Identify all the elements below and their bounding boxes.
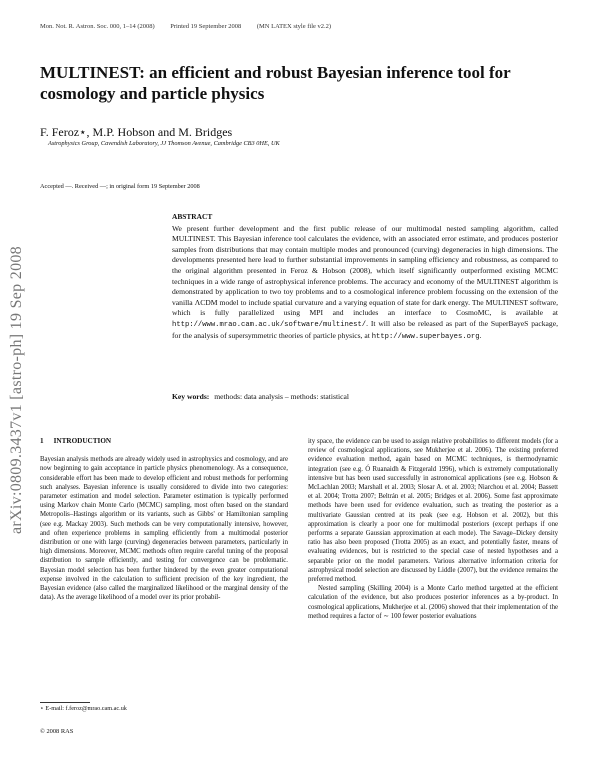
journal-citation: Mon. Not. R. Astron. Soc. 000, 1–14 (2008): [40, 23, 155, 30]
intro-paragraph-3: Nested sampling (Skilling 2004) is a Monte Carlo method targetted at the efficient calculation of the evidence, but also produces posterior inferences as a by-product. In cosmological applications, Mukherjee et al. (2006) showed that their implementation of the method requires a factor of ∼ 100 fewer posterior evaluations: [308, 585, 558, 620]
multinest-url[interactable]: http://www.mrao.cam.ac.uk/software/multinest/: [172, 320, 367, 329]
section-title: INTRODUCTION: [53, 437, 112, 445]
keywords-label: Key words:: [172, 392, 210, 401]
abstract: [172, 212, 558, 342]
keywords: [172, 392, 558, 401]
author-list: F. Feroz⋆, M.P. Hobson and M. Bridges: [40, 125, 233, 139]
running-header: [40, 23, 345, 30]
footnote-rule: [40, 702, 90, 703]
submission-dates: Accepted —. Received —; in original form 19 September 2008: [40, 183, 200, 190]
right-column: [308, 437, 558, 621]
abstract-text-2: . It will also be released as part of the SuperBayeS package, for the analysis of supersymmetric theories of particle physics, at: [172, 318, 558, 340]
abstract-end: .: [479, 330, 482, 340]
intro-paragraph-2: ity space, the evidence can be used to assign relative probabilities to different models (for a review of cosmological applications, see Mukherjee et al. 2006). The existing preferred evidence evaluation method, again based on MCMC techniques, is thermodynamic integration (see e.g. Ó Ruanaidh & Fitzgerald 1996), which is extremely computationally intensive but has been used successfully in astronomical applications (see e.g. Hobson & McLachlan 2003; Marshall et al. 2003; Slosar A. et al. 2003; Niarchou et al. 2004; Bassett et al. 2004; Trotta 2007; Beltrán et al. 2005; Bridges et al. 2006). Some fast approximate methods have been used for evidence evaluation, such as treating the posterior as a multivariate Gaussian centred at its peak (see e.g. Hobson et al. 2002), but this approximation is clearly a poor one for multimodal posteriors (except perhaps if one performs a separate Gaussian approximation at each mode). The Savage–Dickey density ratio has also been proposed (Trotta 2005) as an exact, and potentially faster, means of evaluating evidences, but is restricted to the special case of nested hypotheses and a separable prior on the model parameters. Various alternative information criteria for astrophysical model selection are discussed by Liddle (2007), but the evidence remains the preferred method.: [308, 438, 558, 584]
superbayes-url[interactable]: http://www.superbayes.org: [371, 332, 480, 341]
arxiv-id: arXiv:0809.3437v1 [astro-ph] 19 Sep 2008: [8, 246, 25, 534]
section-heading: [40, 437, 288, 446]
paper-title: MULTINEST: an efficient and robust Bayesian inference tool for cosmology and particle physics: [40, 63, 511, 103]
section-number: 1: [40, 437, 44, 445]
print-date: Printed 19 September 2008: [170, 23, 242, 30]
affiliation: Astrophysics Group, Cavendish Laboratory, JJ Thomson Avenue, Cambridge CB3 0HE, UK: [48, 140, 280, 147]
copyright: © 2008 RAS: [40, 728, 74, 735]
style-file: (MN LATEX style file v2.2): [256, 23, 332, 30]
left-column: [40, 437, 288, 602]
intro-paragraph-1: Bayesian analysis methods are already widely used in astrophysics and cosmology, and are now beginning to gain acceptance in particle physics phenomenology. As a consequence, considerable effort has been made to develop efficient and robust methods for performing such analyses. Bayesian inference is usually considered to divide into two categories: parameter estimation and model selection. Parameter estimation is typically performed using Markov chain Monte Carlo (MCMC) sampling, most often based on the standard Metropolis–Hastings algorithm or its variants, such as Gibbs' or Hamiltonian sampling (see e.g. Mackay 2003). Such methods can be very computationally intensive, however, and often experience problems in sampling efficiently from a multimodal posterior distribution or one with large (curving) degeneracies between parameters, particularly in high dimensions. Moreover, MCMC methods often require careful tuning of the proposal distribution to sample efficiently, and testing for convergence can be problematic. Bayesian model selection has been further hindered by the even greater computational expense involved in the calculation to sufficient precision of the key ingredient, the Bayesian evidence (also called the marginalized likelihood or the marginal density of the data). As the average likelihood of a model over its prior probabil-: [40, 456, 288, 602]
abstract-heading: ABSTRACT: [172, 212, 213, 221]
footnote-email: ⋆ E-mail: f.feroz@mrao.cam.ac.uk: [40, 705, 127, 712]
keywords-text: methods: data analysis – methods: statistical: [214, 392, 350, 401]
arxiv-stamp: [4, 210, 30, 570]
abstract-text: We present further development and the first public release of our multimodal nested sampling algorithm, called MULTINEST. This Bayesian inference tool calculates the evidence, with an associated error estimate, and produces posterior samples from distributions that may contain multiple modes and pronounced (curving) degeneracies in high dimensions. The developments presented here lead to further substantial improvements in sampling efficiency and robustness, as compared to the original algorithm presented in Feroz & Hobson (2008), which itself significantly outperformed existing MCMC techniques in a wide range of astrophysical inference problems. The accuracy and economy of the MULTINEST algorithm is demonstrated by application to two toy problems and to a cosmological inference problem focussing on the extension of the vanilla ΛCDM model to include spatial curvature and a varying equation of state for dark energy. The MULTINEST software, which is fully parallelized using MPI and includes an interface to CosmoMC, is available at: [172, 223, 558, 318]
